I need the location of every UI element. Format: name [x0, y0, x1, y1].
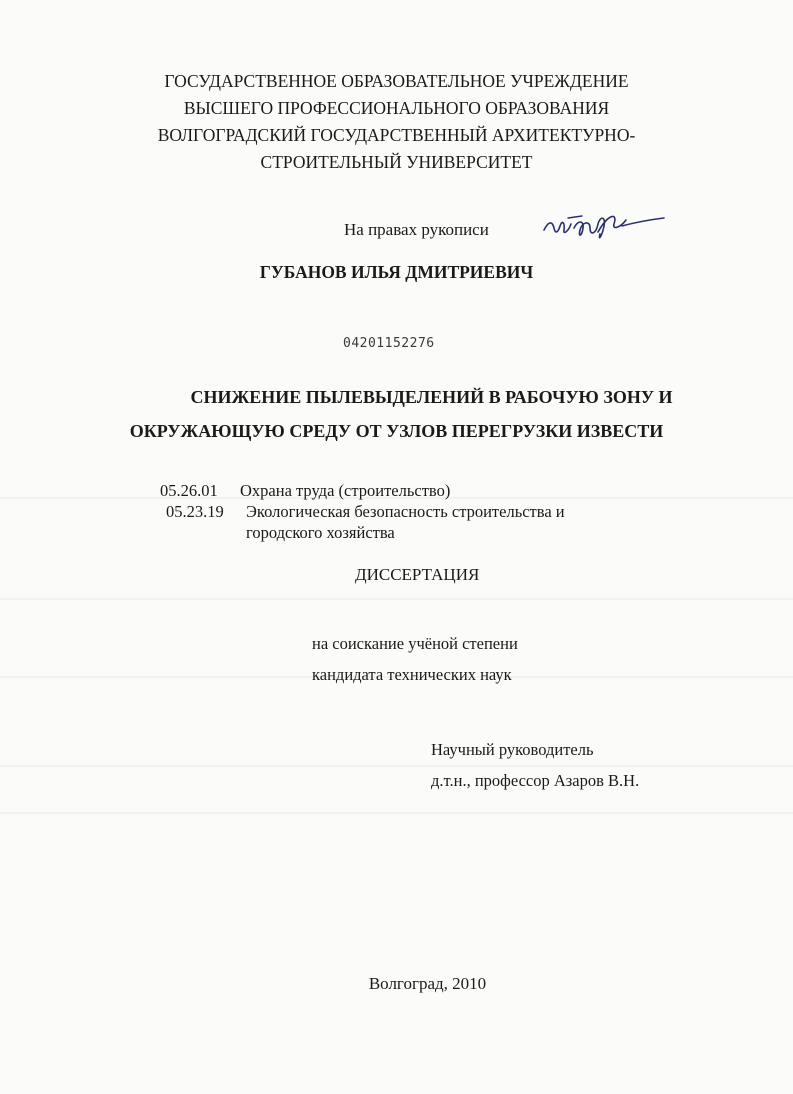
manuscript-note: На правах рукописи — [344, 220, 489, 239]
supervisor-block — [431, 734, 639, 796]
institution-line: ГОСУДАРСТВЕННОЕ ОБРАЗОВАТЕЛЬНОЕ УЧРЕЖДЕНИЕ — [164, 71, 629, 91]
institution-line: СТРОИТЕЛЬНЫЙ УНИВЕРСИТЕТ — [260, 152, 533, 172]
specialty-name-continuation: городского хозяйства — [246, 523, 395, 542]
title-line: СНИЖЕНИЕ ПЫЛЕВЫДЕЛЕНИЙ В РАБОЧУЮ ЗОНУ И — [190, 387, 673, 407]
document-type: ДИССЕРТАЦИЯ — [355, 565, 480, 584]
degree-sought — [312, 628, 518, 690]
scan-artifact — [0, 598, 793, 600]
scan-artifact — [0, 812, 793, 814]
city-year-text: Волгоград, 2010 — [368, 974, 487, 993]
specialty-item — [160, 501, 565, 522]
author-name: ГУБАНОВ ИЛЬЯ ДМИТРИЕВИЧ — [259, 262, 534, 282]
institution-line: ВЫСШЕГО ПРОФЕССИОНАЛЬНОГО ОБРАЗОВАНИЯ — [183, 98, 610, 118]
city-year — [0, 974, 793, 994]
handwritten-signature — [538, 206, 668, 244]
specialty-item — [160, 480, 565, 501]
title-line: ОКРУЖАЮЩУЮ СРЕДУ ОТ УЗЛОВ ПЕРЕГРУЗКИ ИЗВЕСТИ — [129, 421, 664, 441]
specialty-name: Экологическая безопасность строительства и — [246, 502, 565, 521]
supervisor-role: Научный руководитель — [431, 740, 594, 759]
scan-artifact — [0, 765, 793, 767]
degree-line: на соискание учёной степени — [312, 634, 518, 653]
supervisor-name: д.т.н., профессор Азаров В.Н. — [431, 771, 640, 790]
specialty-name: Охрана труда (строительство) — [240, 481, 451, 500]
dissertation-title — [0, 380, 793, 448]
registration-number: 04201152276 — [343, 336, 435, 351]
specialty-code: 05.23.19 — [166, 502, 224, 521]
specialties-list — [160, 480, 565, 543]
specialty-code: 05.26.01 — [160, 481, 218, 500]
institution-line: ВОЛГОГРАДСКИЙ ГОСУДАРСТВЕННЫЙ АРХИТЕКТУРНО- — [157, 125, 636, 145]
institution-header — [0, 68, 793, 176]
degree-line: кандидата технических наук — [312, 665, 512, 684]
